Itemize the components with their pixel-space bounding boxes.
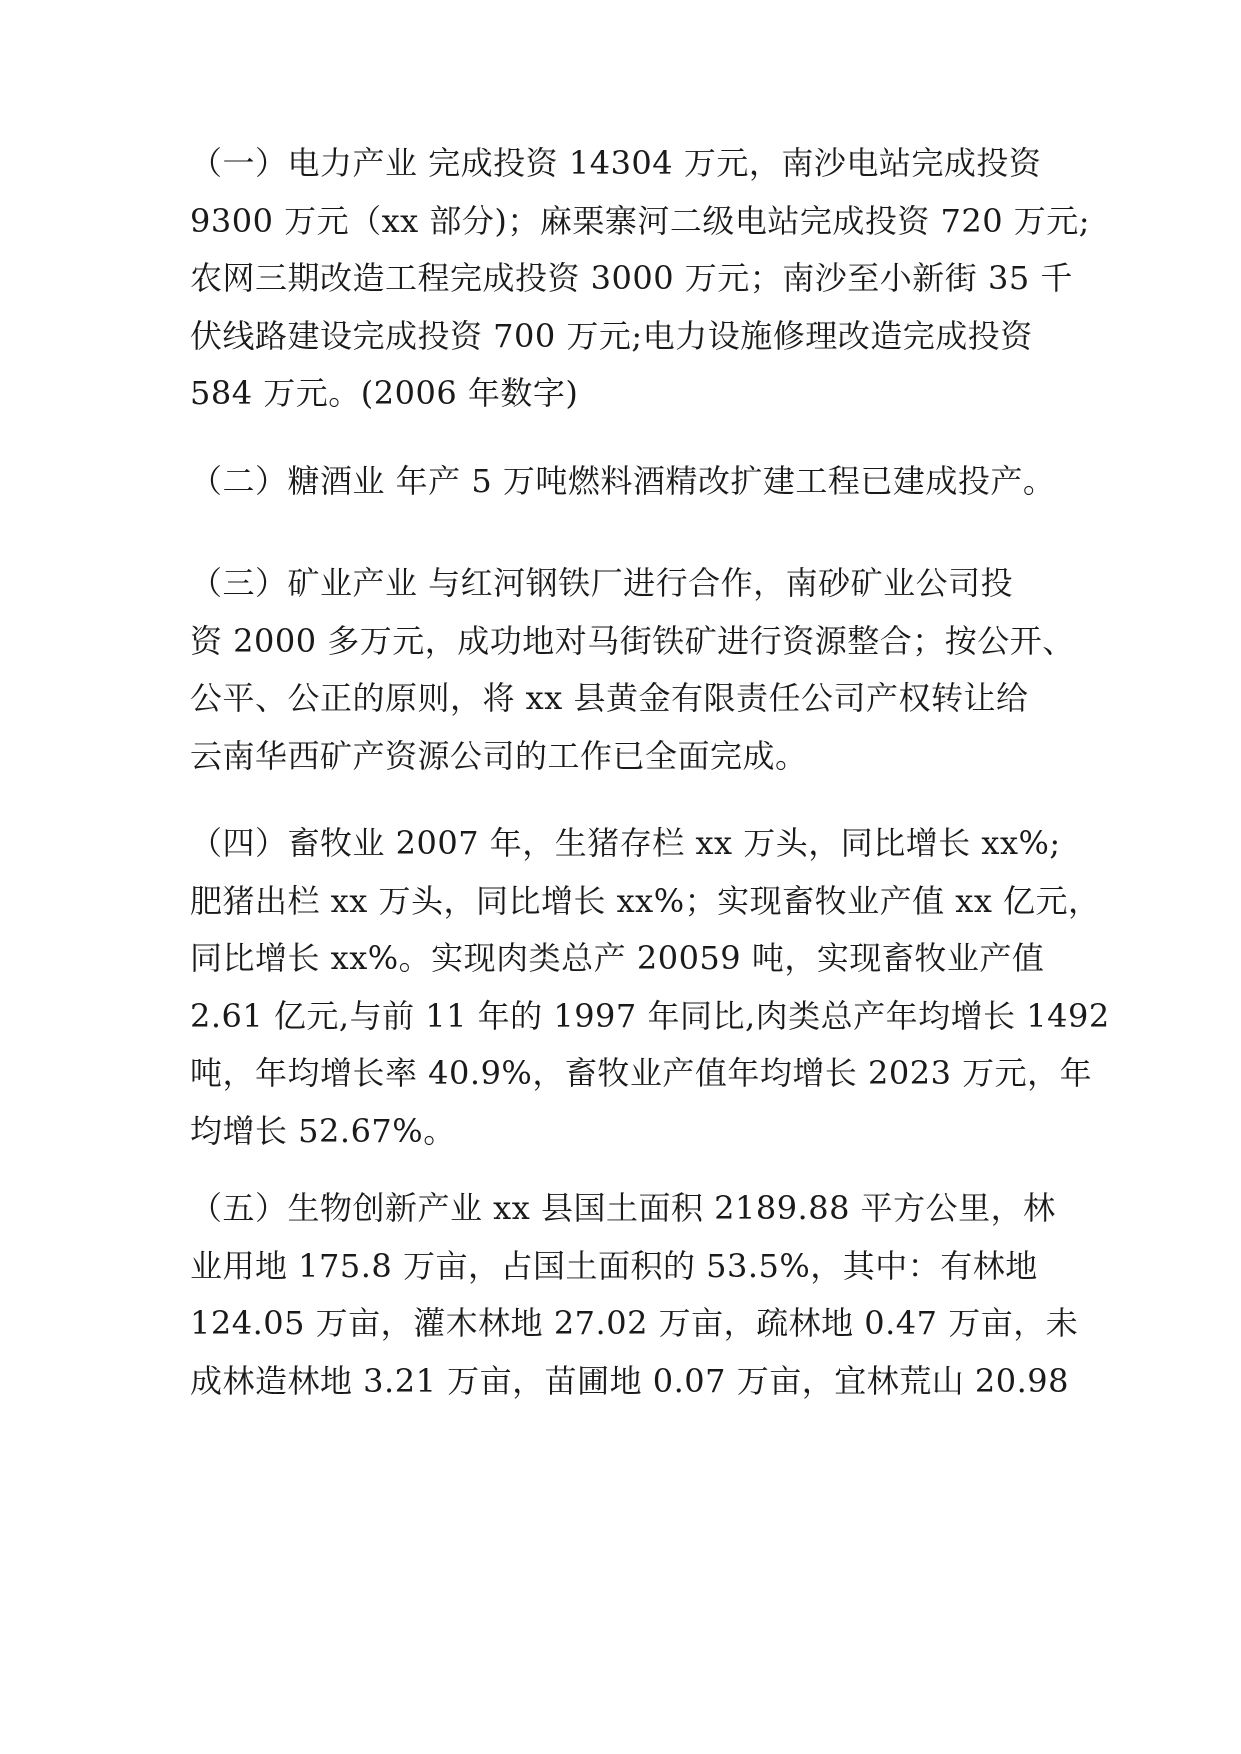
text-line: 伏线路建设完成投资 700 万元;电力设施修理改造完成投资: [190, 316, 1033, 355]
paragraph-sugar-wine-industry: [190, 453, 1070, 511]
text-line: 云南华西矿产资源公司的工作已全面完成。: [190, 736, 808, 775]
text-line: 业用地 175.8 万亩，占国土面积的 53.5%，其中：有林地: [190, 1246, 1038, 1285]
text-line: （二）糖酒业 年产 5 万吨燃料酒精改扩建工程已建成投产。: [190, 462, 1056, 500]
text-line: 均增长 52.67%。: [190, 1111, 456, 1150]
paragraph-livestock-industry: [190, 815, 1110, 1161]
text-line: 成林造林地 3.21 万亩，苗圃地 0.07 万亩，宜林荒山 20.98: [190, 1361, 1069, 1400]
text-line: 9300 万元（xx 部分)；麻栗寨河二级电站完成投资 720 万元;: [190, 201, 1091, 240]
text-line: （四）畜牧业 2007 年，生猪存栏 xx 万头，同比增长 xx%;: [190, 824, 1061, 862]
text-line: 公平、公正的原则，将 xx 县黄金有限责任公司产权转让给: [190, 679, 1029, 718]
text-line: 农网三期改造工程完成投资 3000 万元；南沙至小新街 35 千: [190, 259, 1073, 298]
text-line: 124.05 万亩，灌木林地 27.02 万亩，疏林地 0.47 万亩，未: [190, 1304, 1079, 1343]
text-line: （一）电力产业 完成投资 14304 万元，南沙电站完成投资: [190, 144, 1042, 182]
text-line: 同比增长 xx%。实现肉类总产 20059 吨，实现畜牧业产值: [190, 939, 1045, 978]
text-line: 资 2000 多万元，成功地对马街铁矿进行资源整合；按公开、: [190, 621, 1075, 660]
text-line: （五）生物创新产业 xx 县国土面积 2189.88 平方公里，林: [190, 1189, 1056, 1227]
paragraph-power-industry: [190, 135, 1091, 423]
text-line: 2.61 亿元,与前 11 年的 1997 年同比,肉类总产年均增长 1492: [190, 996, 1110, 1035]
paragraph-mining-industry: [190, 555, 1075, 785]
text-line: 吨，年均增长率 40.9%，畜牧业产值年均增长 2023 万元，年: [190, 1054, 1093, 1093]
text-line: （三）矿业产业 与红河钢铁厂进行合作，南砂矿业公司投: [190, 564, 1014, 602]
text-line: 584 万元。(2006 年数字): [190, 374, 579, 413]
text-line: 肥猪出栏 xx 万头，同比增长 xx%；实现畜牧业产值 xx 亿元，: [190, 881, 1101, 920]
paragraph-bio-innovation-industry: [190, 1180, 1079, 1410]
